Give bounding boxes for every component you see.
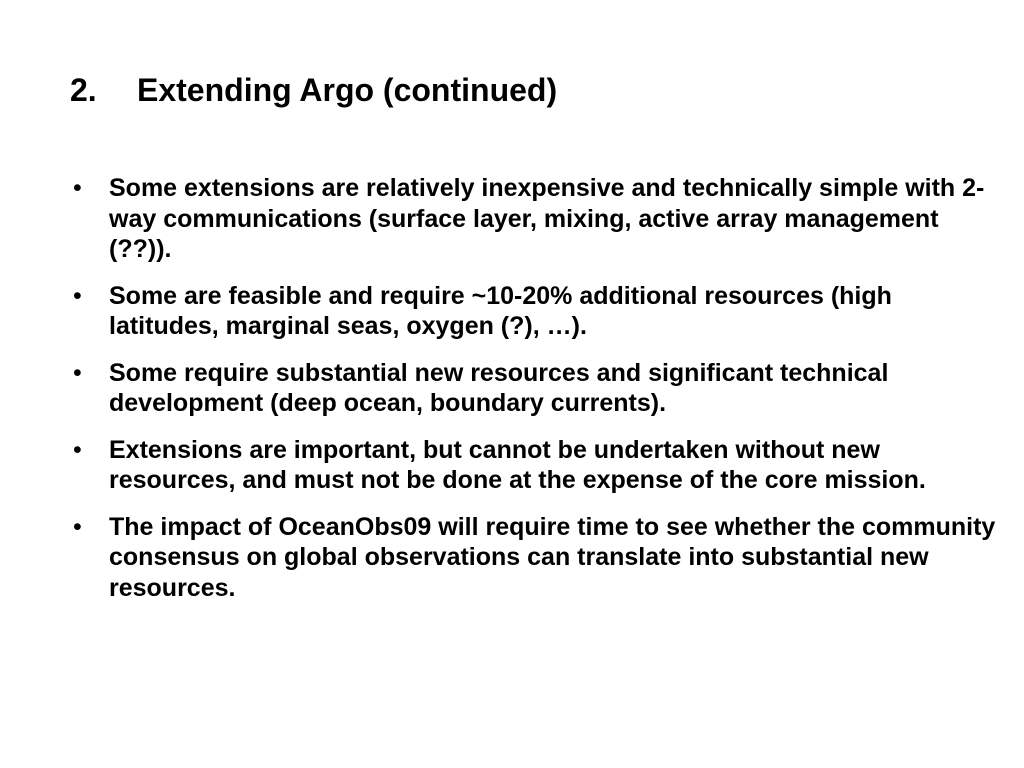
bullet-marker: • xyxy=(73,281,82,310)
slide-title xyxy=(70,70,557,110)
bullet-item xyxy=(70,358,1000,419)
bullet-marker: • xyxy=(73,435,82,464)
bullet-item xyxy=(70,281,1000,342)
title-text: Extending Argo (continued) xyxy=(137,72,558,108)
bullet-text: Some require substantial new resources and significant technical development (deep ocean, boundary currents). xyxy=(109,358,889,417)
bullet-marker: • xyxy=(73,512,82,541)
bullet-marker: • xyxy=(73,174,82,202)
bullet-item xyxy=(70,173,1000,265)
bullet-item xyxy=(70,435,1000,496)
bullet-text: Some are feasible and require ~10-20% additional resources (high latitudes, marginal seas, oxygen (?), …). xyxy=(109,281,892,340)
title-number: 2. xyxy=(70,72,97,108)
bullet-marker: • xyxy=(73,358,82,387)
bullet-list xyxy=(70,173,1000,619)
bullet-text: Extensions are important, but cannot be undertaken without new resources, and must not be done at the expense of the core mission. xyxy=(109,435,926,494)
bullet-text: The impact of OceanObs09 will require time to see whether the community consensus on global observations can translate into substantial new resources. xyxy=(109,512,996,602)
bullet-text: Some extensions are relatively inexpensive and technically simple with 2-way communications (surface layer, mixing, active array management (??)). xyxy=(109,174,985,263)
bullet-item xyxy=(70,512,1000,604)
